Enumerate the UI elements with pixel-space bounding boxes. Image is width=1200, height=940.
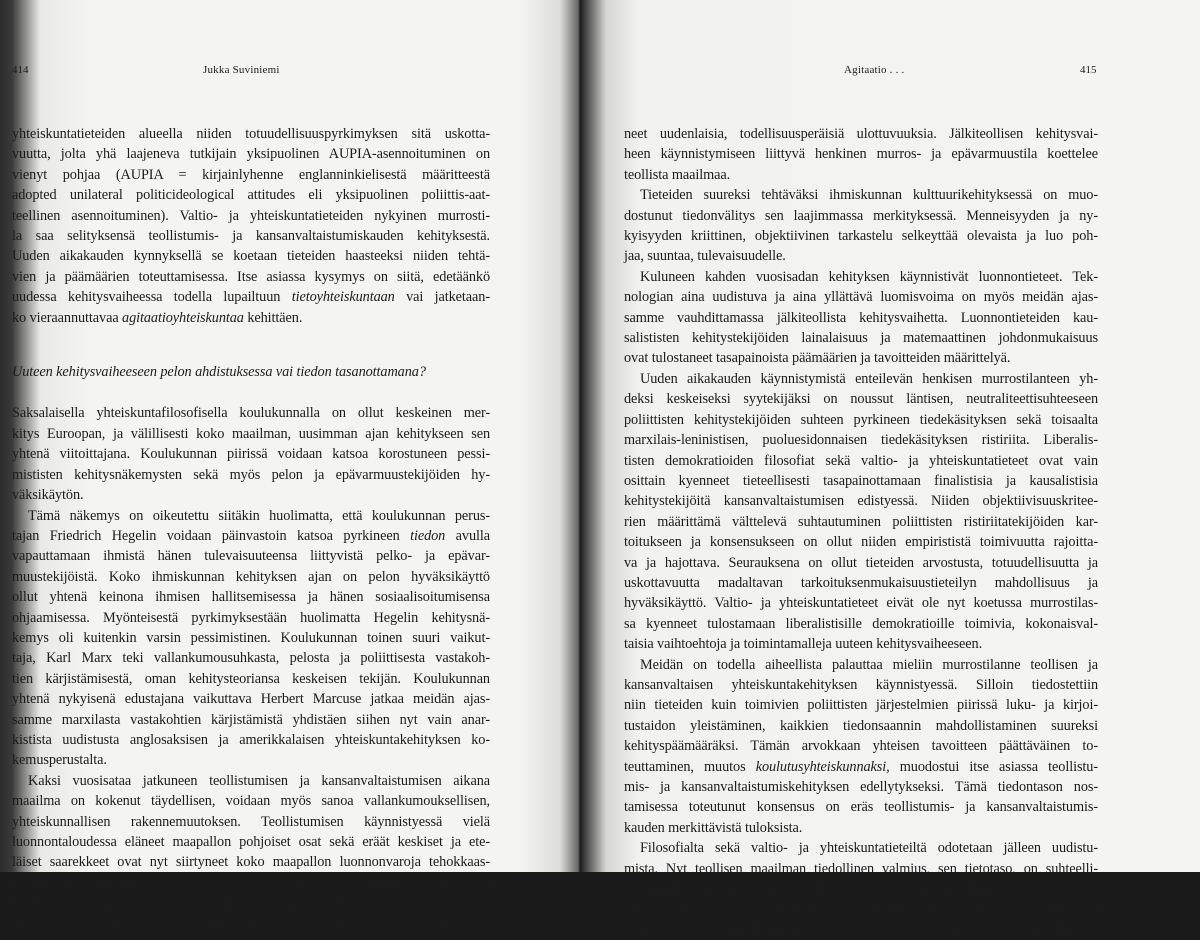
text-line: neet uudenlaisia, todellisuusperäisiä ulottuvuuksia. Jälkiteollisen kehitysvai- [624,126,1098,142]
text-line: sa kyenneet tulostamaan liberalistisille demokratioille toimivia, kokonaisval- [624,615,1098,632]
text-line: rien määrittämä välttelevä suhtautuminen poliittisten ristiriitatekijöiden kar- [624,513,1098,530]
text-run: uudessa kehitysvaiheessa todella lupailtuun [12,289,292,306]
text-line: Kaksi vuosisataa jatkuneen teollistumisen ja kansanvaltaistumisen aikana [28,772,490,789]
text-line [12,526,490,546]
text-line: läiset saarekkeet ovat nyt siirtyneet koko maapallon luonnonvaroja tehokkaas- [12,854,490,871]
text-line: kauden merkittävistä tuloksista. [624,819,803,836]
text-line: samme marxilasta vastakohtien kärjistämistä yhdistäen siihen nyt vain anar- [12,711,490,728]
paragraph [12,124,490,328]
text-line: Tämä näkemys on oikeutettu siitäkin huolimatta, että koulukunnan perus- [28,507,490,524]
italic-term: tiedon [410,527,446,544]
text-line: mististen kehitysnäkemysten sekä myös pelon ja epävarmuustekijöiden hy- [12,466,490,483]
text-line: ollut yhtenä keinona ihmisen hallitsemisessa ja hänen sosiaalisoitumisensa [12,589,490,606]
text-line: va ja hajottava. Seurauksena on ollut tieteiden arvostusta, totuudellisuutta ja [624,554,1098,571]
text-line: luonnontaloudessa eläneet maapallon pohjoiset osat sekä eräät keskiset ja ete- [12,834,490,850]
text-line: tamisessa toteutunut konsensus on eräs teollistumis- ja kansanvaltaistumis- [624,799,1098,816]
text-line: taja, Karl Marx teki vallankumousuhkasta, pelosta ja poliittisesta vastakoh- [12,650,490,667]
left-page [0,0,580,932]
text-line: Saksalaisella yhteiskuntafilosofisella koulukunnalla on ollut keskeinen mer- [12,405,490,422]
paragraph [624,369,1098,655]
text-line: tisten demokratioiden filosofiat sekä valtio- ja yhteiskuntatieteet ovat vain [624,452,1098,469]
text-line: ohjaamisessa. Myönteisestä pyrkimyksestään huolimatta Hegelin kehitysnä- [12,609,490,626]
text-line: osittain kyenneet tieteellisesti tasapainottamaan finalistisia ja kausalistisia [624,472,1098,489]
text-line: samme vauhdittamassa jälkiteollista kehitysvaihetta. Luonnontieteiden kau- [624,309,1098,326]
text-line: maailma on kokenut täydellisen, voidaan myös sanoa vallankumouksellisen, [12,793,490,810]
text-line: kehitystekijöitä kansanvaltaistumisen edistyessä. Niiden objektiivisuuskriteе- [624,493,1098,510]
paragraph [12,771,490,934]
text-run: muodostui itse asiassa teollistu- [889,758,1098,775]
text-line: kitys Euroopan, ja välillisesti koko maailman, uusimman ajan kehitykseen sen [12,425,490,442]
text-line: heen käynnistymiseen liittyvä henkinen murros- ja epävarmuustila koettelee [624,146,1098,163]
italic-term: tietoyhteiskuntaan [291,289,395,306]
text-line: väksikäytön. [12,487,84,504]
text-line: Filosofialta sekä valtio- ja yhteiskuntatieteiltä odotetaan jälleen uudistu- [640,840,1098,857]
text-line: yhtenä nykyisenä edustajana vaikuttava Herbert Marcuse jatkaa meidän ajas- [12,691,490,708]
paragraph [624,124,1098,185]
text-line: me jo koulutusyhteiskunnassa. Hegelillä ja Marxilla oli omana aikanaan vielä [624,901,1098,918]
text-line: Meidän on todella aiheellista palauttaa mieliin murrostilanne teollisen ja [640,656,1098,673]
text-line: taisia vaihtoehtoja ja toimintamalleja uuteen kehitysvaiheeseen. [624,636,983,653]
paragraph [624,267,1098,369]
text-line: teellinen asennoituminen). Valtio- ja yhteiskuntatieteiden nykyinen murrosti- [12,207,490,224]
text-line: poliittisten kehitystekijöiden suhteen pyrkineen tiedekäsityksen sekä toisaalta [624,411,1098,428]
paragraph [624,655,1098,839]
text-line: la saa selityksensä teollistumis- ja kansanvaltaistumiskauden kehityksestä. [12,228,490,245]
paragraph [624,838,1098,940]
text-line: muustekijöistä. Koko ihmiskunnan kehityksen ajan on pelon hyväksikäyttö [12,568,490,585]
text-run: avulla [445,527,491,544]
left-page-body [12,124,490,934]
italic-term: agitaatioyhteiskuntaa [122,309,244,326]
text-line: mis- ja kansanvaltaistumiskehityksen edellytykseksi. Tämä tiedontason nos- [624,779,1098,795]
text-line: kemusperustalta. [12,752,107,769]
right-page-body [624,124,1098,940]
text-line: niin tieteiden kuin toimivien poliittisten järjestelmien piirissä luku- ja kirjoi- [624,697,1098,714]
text-line: vien ja päämäärien toteuttamisessa. Itse asiassa kysymys on siitä, edetäänkö [12,268,490,285]
text-line: Kuluneen kahden vuosisadan kehityksen käynnistivät luonnontieteet. Tek- [640,268,1098,285]
text-line: kehityspäämääräksi. Tämän arvokkaan yhteisen tavoitteen päättäväinen to- [624,738,1098,755]
text-line: dostunut tiedonvälitys sen laajimmassa merkityksessä. Menneisyyden ja ny- [624,207,1098,224]
text-line: teollista maailmaa. [624,166,731,183]
paragraph [624,185,1098,267]
text-line: sestikin laajempi ja toimivampi kuin kaksi vuosisataa aikaisemmin. Me eläm- [624,881,1098,898]
text-line: yhteiskuntatieteiden alueella niiden totuudellisuuspyrkimyksen sitä uskotta- [12,126,490,142]
page-number: 414 [12,64,29,76]
text-line [12,308,490,328]
text-run: vai jatketaan- [394,289,490,306]
text-line: yhtenä viitoittajana. Koulukunnan piirissä voidaan katsoa korostuneen pessi- [12,446,490,463]
paragraph [12,506,490,771]
text-line: yhteiskunnallisen rakennemuutoksen. Teollistumisen käynnistyessä vielä [12,813,490,830]
text-line: Tieteiden suureksi tehtäväksi ihmiskunnan kulttuurikehityksessä on muo- [640,187,1098,204]
text-run: kehittäen. [243,309,303,326]
text-line: marxilais-leninistisen, puoluesidonnaisen tiedekäsityksen ristiriita. Liberalis- [624,432,1098,449]
paragraph [12,403,490,505]
text-line: deksi keskeiseksi syytekijäksi on noussut läntisen, neutraliteettisuhteeseen [624,391,1098,408]
section-heading: Uuteen kehitysvaiheeseen pelon ahdistuksessa vai tiedon tasanottamana? [12,364,426,381]
text-line: vuutta, jolta yhä laajeneva tutkijain yksipuolinen AUPIA-asennoituminen on [12,146,490,163]
text-line: tien kärjistämisestä, oman kehitysteoriansa keskeisen tekijän. Koulukunnan [12,670,490,687]
text-line: ti, niiden riittävyyden kannalta jopa uhkaavasti, hyödyntävään teolliseen [12,874,490,891]
text-line: jaa, suuntaa, tulevaisuudelle. [624,248,786,265]
text-line: vienyt pohjaa (AUPIA = kirjainlyhenne englanninkielisestä määritteestä [12,166,490,183]
text-line [12,287,490,307]
text-line: tustaidon yleistäminen, kaikkien tiedonsaannin mahdollistaminen suureksi [624,717,1098,734]
text-line: ovat tulostaneet tasapainoista päämäärien ja tavoitteiden määrittelyä. [624,350,1011,367]
right-page [580,0,1200,938]
text-line: adopted unilateral politicideological attitudes eli yksipuolinen poliittis-aat- [12,187,490,204]
text-run: ko vieraannuttavaa [12,309,123,326]
text-line: vapauttamaan ihmistä hänen tulevaisuuteensa liittyvistä pelko- ja epävar- [12,548,490,565]
text-line: uskottavuutta madaltavan tarkoituksenmukaisuustieteilyn mahdollisuus ja [624,574,1098,591]
running-head: Agitaatio . . . [844,64,905,76]
text-line [624,757,1098,777]
text-run: tajan Friedrich Hegelin voidaan päinvastoin katsoa pyrkineen [12,527,411,544]
text-line: kemys oli kuitenkin varsin pessimistinen. Koulukunnan toinen suuri vaikut- [12,629,490,646]
text-line: kyisyyden kriittinen, objektiivinen tarkastelu selkeyttää olevaista ja luo poh- [624,228,1098,245]
running-head: Jukka Suviniemi [203,64,280,76]
text-line: mista. Nyt teollisen maailman tiedollinen valmius, sen tietotaso, on suhteelli- [624,860,1098,877]
text-line: Uuden aikakauden käynnistymistä enteilevän henkisen murrostilanteen yh- [640,370,1098,387]
text-line: salististen kehitystekijöiden lainalaisuus ja matemaattinen johdonmukaisuus [624,330,1098,347]
text-line: toitukseen ja konsensukseen on ollut niiden empirististä toimivuutta rajoitta- [624,534,1098,551]
text-line: perusteita pessimismilleen. Nyt on kysymys siitä, edetäänkö uuteen aikakau- [624,921,1098,938]
text-line: talouteen. Valtaryhmittymien vastakkaisuus ja sen nostattama ydinasesodan [12,895,490,912]
text-line: kansanvaltaisen yhteiskuntakehityksen käynnistyessä. Silloin tiedostettiin [624,676,1098,693]
text-line: kistista uudistusta anglosaksisen ja amerikkalaisen yhteiskuntakehityksen ko- [12,731,490,748]
text-line: nologian aina uudistuva ja aina yllättävä luomisvoima on myös meidän ajas- [624,289,1098,306]
text-line: hyväksikäyttö. Valtio- ja yhteiskuntatieteet eivät ole nyt koetussa murrostilas- [624,595,1098,612]
italic-term: koulutusyhteiskunnaksi, [755,758,890,775]
page-number: 415 [1080,64,1097,76]
text-run: teuttaminen, muutos [624,758,756,775]
text-line: Uuden aikakauden kynnyksellä se koetaan tieteiden haasteeksi niiden tehtä- [12,248,490,265]
text-line: mahdollisuus varjostavat kehitystä. Pelko ja huoli tulevaisuudesta ovat saa- [12,915,490,932]
